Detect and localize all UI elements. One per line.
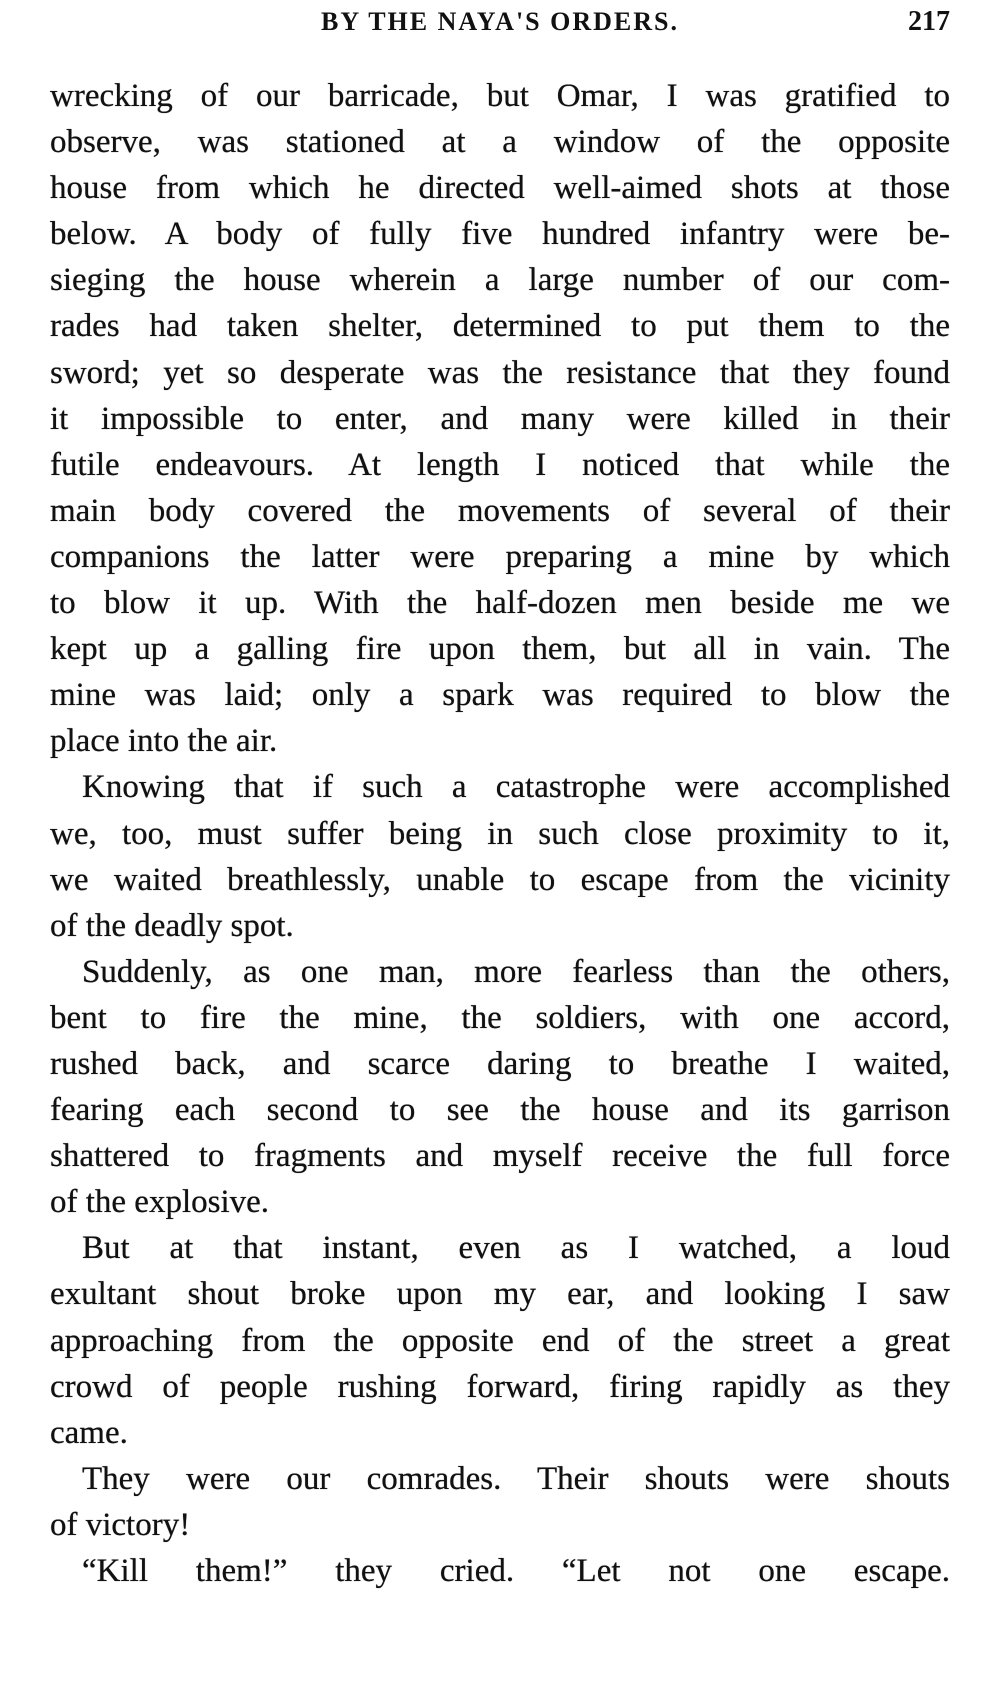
paragraph — [50, 764, 950, 948]
text-line: crowd of people rushing forward, firing rapidly as they — [50, 1368, 950, 1405]
text-line: below. A body of fully five hundred infantry were be- — [50, 216, 950, 253]
text-line: bent to fire the mine, the soldiers, with one accord, — [50, 999, 950, 1036]
text-line: futile endeavours. At length I noticed that while the — [50, 446, 950, 483]
text-line: Suddenly, as one man, more fearless than the others, — [82, 953, 950, 990]
text-line: shattered to fragments and myself receive the full force — [50, 1138, 950, 1175]
text-line: exultant shout broke upon my ear, and looking I saw — [50, 1276, 950, 1313]
paragraph — [50, 1548, 950, 1594]
text-line: of victory! — [50, 1506, 191, 1543]
paragraph — [50, 949, 950, 1226]
text-line: to blow it up. With the half-dozen men beside me we — [50, 585, 950, 622]
text-line: Knowing that if such a catastrophe were accomplished — [82, 769, 950, 806]
text-line: place into the air. — [50, 723, 278, 760]
running-title: BY THE NAYA'S ORDERS. — [321, 7, 679, 36]
text-line: main body covered the movements of several of their — [50, 492, 950, 529]
page-number: 217 — [908, 6, 950, 37]
text-line: sieging the house wherein a large number of our com- — [50, 262, 950, 299]
paragraph — [50, 1225, 950, 1455]
text-line: mine was laid; only a spark was required to blow the — [50, 677, 950, 714]
page-header — [50, 2, 950, 42]
text-line: companions the latter were preparing a mine by which — [50, 538, 950, 575]
text-line: it impossible to enter, and many were killed in their — [50, 400, 950, 437]
text-line: They were our comrades. Their shouts were shouts — [82, 1460, 950, 1497]
text-line: kept up a galling fire upon them, but all in vain. The — [50, 631, 950, 668]
text-line: rades had taken shelter, determined to put them to the — [50, 308, 950, 345]
text-line: wrecking of our barricade, but Omar, I was gratified to — [50, 78, 950, 114]
text-line: house from which he directed well-aimed shots at those — [50, 170, 950, 207]
text-line: of the deadly spot. — [50, 907, 294, 944]
text-line: rushed back, and scarce daring to breathe I waited, — [50, 1045, 950, 1082]
text-line: sword; yet so desperate was the resistance that they found — [50, 354, 950, 391]
paragraph — [50, 1456, 950, 1548]
body-text — [50, 73, 950, 1594]
paragraph — [50, 73, 950, 764]
text-line: fearing each second to see the house and its garrison — [50, 1092, 950, 1129]
text-line: we waited breathlessly, unable to escape from the vicinity — [50, 861, 950, 898]
text-line: “Kill them!” they cried. “Let not one escape. — [82, 1553, 950, 1589]
text-line: of the explosive. — [50, 1184, 270, 1221]
text-line: approaching from the opposite end of the street a great — [50, 1322, 950, 1359]
text-line: observe, was stationed at a window of the opposite — [50, 124, 950, 161]
text-line: came. — [50, 1414, 128, 1451]
text-line: But at that instant, even as I watched, a loud — [82, 1230, 950, 1267]
text-line: we, too, must suffer being in such close proximity to it, — [50, 815, 950, 852]
